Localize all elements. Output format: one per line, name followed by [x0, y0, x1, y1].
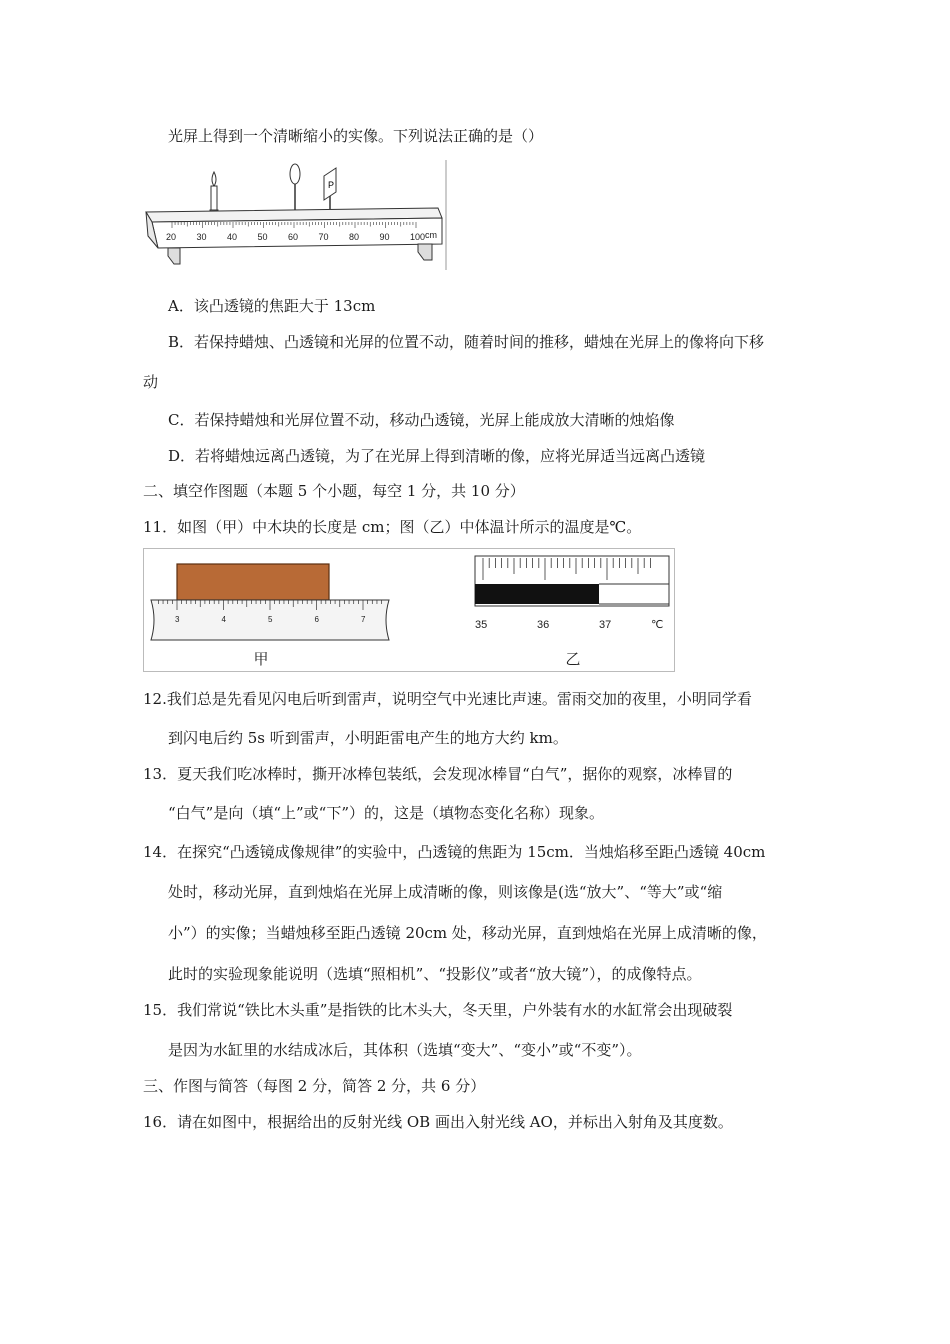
mercury-column — [475, 584, 599, 604]
bench-tick-label: 40 — [227, 232, 238, 242]
candle-icon — [211, 172, 217, 212]
q12-line1: 12.我们总是先看见闪电后听到雷声，说明空气中光速比声速。雷雨交加的夜里，小明同学看 — [143, 690, 752, 708]
ruler-tick-label: 3 — [175, 615, 180, 624]
section-3-heading: 三、作图与简答（每图 2 分，简答 2 分，共 6 分） — [143, 1077, 486, 1095]
label-jia: 甲 — [253, 651, 269, 668]
q11-text: 11．如图（甲）中木块的长度是 cm；图（乙）中体温计所示的温度是℃。 — [143, 518, 642, 536]
ruler-tick-label: 5 — [268, 615, 273, 624]
option-a: A．该凸透镜的焦距大于 13cm — [168, 297, 376, 315]
label-yi: 乙 — [565, 651, 581, 668]
section-2-heading: 二、填空作图题（本题 5 个小题，每空 1 分，共 10 分） — [143, 482, 525, 500]
option-b-line1: B．若保持蜡烛、凸透镜和光屏的位置不动，随着时间的推移，蜡烛在光屏上的像将向下移 — [168, 333, 765, 351]
light-screen-icon — [324, 168, 336, 212]
q15-line1: 15．我们常说“铁比木头重”是指铁的比木头大，冬天里，户外装有水的水缸常会出现破裂 — [143, 1001, 733, 1019]
q16-text: 16．请在如图中，根据给出的反射光线 OB 画出入射光线 AO，并标出入射角及其度数。 — [143, 1113, 733, 1131]
q15-line2: 是因为水缸里的水结成冰后，其体积（选填“变大”、“变小”或“不变”）。 — [168, 1041, 642, 1059]
bench-tick-label: 30 — [196, 232, 207, 242]
q13-line1: 13．夏天我们吃冰棒时，撕开冰棒包装纸，会发现冰棒冒“白气”，据你的观察，冰棒冒的 — [143, 765, 733, 783]
optical-bench-figure — [142, 160, 448, 272]
bench-tick-label: 80 — [349, 232, 360, 242]
ruler-wood-figure — [143, 548, 675, 672]
q10-stem: 光屏上得到一个清晰缩小的实像。下列说法正确的是（） — [168, 127, 544, 145]
wood-block — [177, 564, 329, 600]
q13-line2: “白气”是向（填“上”或“下”）的，这是（填物态变化名称）现象。 — [168, 804, 605, 822]
convex-lens-icon — [290, 164, 300, 212]
ruler-tick-label: 7 — [361, 615, 366, 624]
bench-tick-label: 100 — [410, 232, 426, 242]
bench-tick-label: 20 — [166, 232, 177, 242]
bench-tick-label: 90 — [379, 232, 390, 242]
q14-line2: 处时，移动光屏，直到烛焰在光屏上成清晰的像，则该像是(选“放大”、“等大”或“缩 — [168, 883, 723, 901]
q14-line3: 小”）的实像；当蜡烛移至距凸透镜 20cm 处，移动光屏，直到烛焰在光屏上成清晰的像， — [168, 924, 767, 942]
thermo-tick-label: 35 — [475, 619, 488, 631]
ruler-tick-label: 4 — [221, 615, 226, 624]
bench-tick-label: 70 — [318, 232, 329, 242]
q14-line1: 14．在探究“凸透镜成像规律”的实验中，凸透镜的焦距为 15cm．当烛焰移至距凸透镜 40cm — [143, 843, 766, 861]
bench-tick-label: 50 — [257, 232, 268, 242]
thermo-tick-label: 36 — [537, 619, 550, 631]
thermo-unit: ℃ — [651, 619, 664, 631]
ruler-tick-label: 6 — [314, 615, 319, 624]
svg-text:P: P — [328, 180, 335, 190]
option-c: C．若保持蜡烛和光屏位置不动，移动凸透镜，光屏上能成放大清晰的烛焰像 — [168, 411, 675, 429]
q12-line2: 到闪电后约 5s 听到雷声，小明距雷电产生的地方大约 km。 — [168, 729, 568, 747]
bench-tick-label: 60 — [288, 232, 299, 242]
option-d: D．若将蜡烛远离凸透镜，为了在光屏上得到清晰的像，应将光屏适当远离凸透镜 — [168, 447, 706, 465]
bench-unit-label: cm — [425, 230, 437, 240]
thermo-tick-label: 37 — [599, 619, 612, 631]
q14-line4: 此时的实验现象能说明（选填“照相机”、“投影仪”或者“放大镜”），的成像特点。 — [168, 965, 702, 983]
option-b-line2: 动 — [143, 373, 159, 391]
